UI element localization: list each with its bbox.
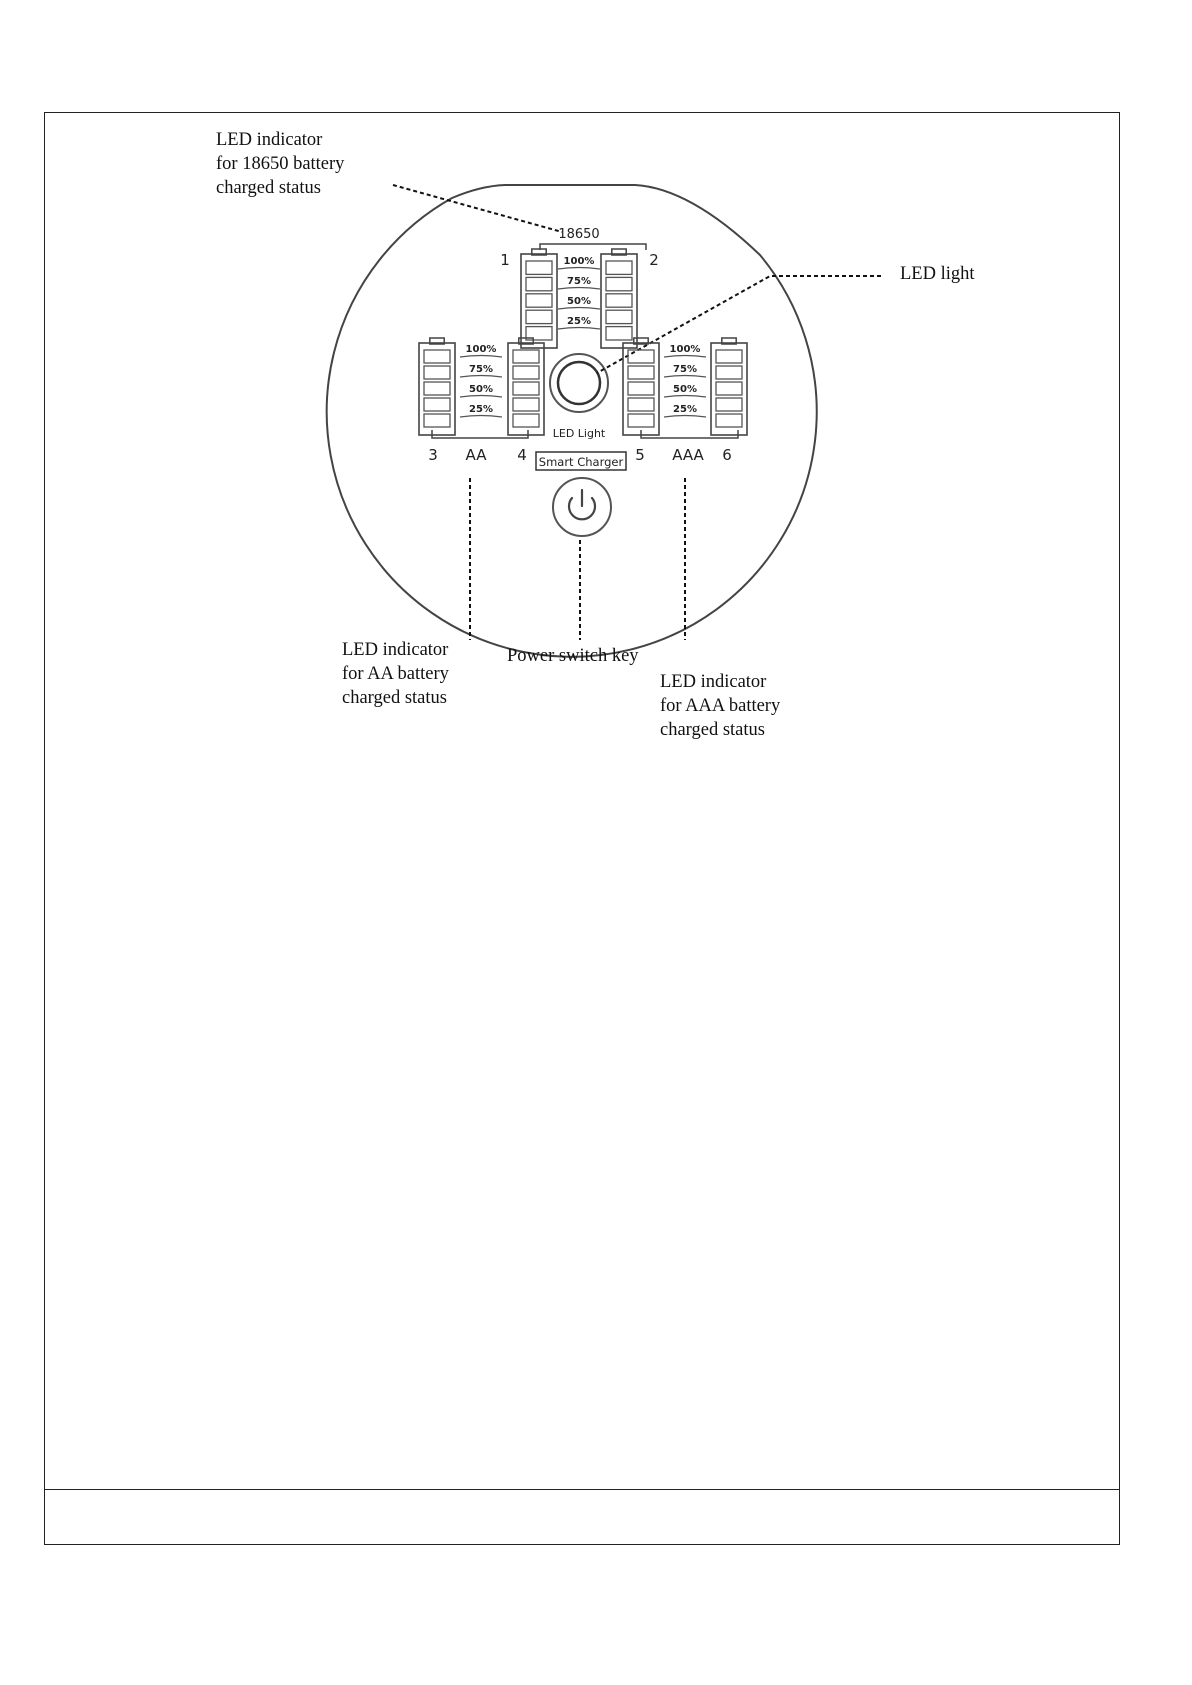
scale-aaa-level-divider	[664, 416, 706, 418]
battery-indicator-1	[521, 249, 557, 348]
slot-number-4: 4	[517, 446, 527, 464]
scale-aa-level-divider	[460, 376, 502, 378]
battery-cell	[606, 327, 632, 340]
battery-cell	[513, 366, 539, 379]
callout-led-light: LED light	[900, 264, 975, 284]
scale-18650-level-label: 25%	[567, 316, 591, 327]
scale-aa-level-label: 75%	[469, 364, 493, 375]
scale-aa-level-label: 50%	[469, 384, 493, 395]
power-switch-key[interactable]	[553, 478, 611, 536]
scale-aa-level-divider	[460, 356, 502, 358]
scale-18650-level-label: 100%	[563, 256, 595, 267]
scale-aaa-level-divider	[664, 396, 706, 398]
led-light-label: LED Light	[552, 427, 606, 440]
scale-aaa-level-label: 25%	[673, 404, 697, 415]
scale-aa-level-label: 100%	[465, 344, 497, 355]
battery-cell	[424, 350, 450, 363]
battery-cell	[526, 261, 552, 274]
battery-cell	[716, 366, 742, 379]
battery-cell	[628, 382, 654, 395]
callout-led-18650: LED indicator for 18650 battery charged status	[216, 130, 345, 198]
group-label-aa: AA	[465, 446, 487, 464]
scale-aa-level-divider	[460, 416, 502, 418]
battery-cell	[628, 366, 654, 379]
battery-cell	[513, 398, 539, 411]
leader-18650	[393, 185, 562, 232]
group-label-aaa: AAA	[672, 446, 704, 464]
led-light-lens	[558, 362, 600, 404]
group-label-18650: 18650	[558, 227, 600, 242]
battery-cell	[513, 350, 539, 363]
scale-aa-level-label: 25%	[469, 404, 493, 415]
brand-label: Smart Charger	[538, 455, 624, 469]
slot-number-2: 2	[649, 251, 659, 269]
scale-18650-level-divider	[558, 288, 600, 290]
battery-cell	[628, 414, 654, 427]
battery-cell	[606, 310, 632, 323]
battery-cell	[606, 261, 632, 274]
battery-cell	[424, 366, 450, 379]
battery-cell	[628, 350, 654, 363]
battery-cell	[424, 382, 450, 395]
battery-cell	[526, 310, 552, 323]
leader-led-light	[597, 276, 881, 373]
battery-cell	[526, 294, 552, 307]
slot-number-6: 6	[722, 446, 732, 464]
callout-power-key: Power switch key	[507, 646, 639, 666]
scale-aaa-level-divider	[664, 376, 706, 378]
bracket-aa	[432, 430, 528, 438]
slot-number-1: 1	[500, 251, 510, 269]
battery-cell	[716, 414, 742, 427]
scale-18650-level-divider	[558, 268, 600, 270]
battery-cell	[628, 398, 654, 411]
battery-indicator-5	[623, 338, 659, 435]
callout-led-aa: LED indicator for AA battery charged status	[342, 640, 449, 708]
battery-indicator-6	[711, 338, 747, 435]
battery-indicator-4	[508, 338, 544, 435]
battery-cell	[424, 414, 450, 427]
battery-cell	[606, 294, 632, 307]
battery-cell	[716, 350, 742, 363]
battery-indicator-2	[601, 249, 637, 348]
scale-18650-level-divider	[558, 328, 600, 330]
battery-cell	[424, 398, 450, 411]
scale-aaa-level-label: 100%	[669, 344, 701, 355]
battery-cell	[526, 277, 552, 290]
power-icon	[569, 490, 595, 519]
scale-aaa-level-divider	[664, 356, 706, 358]
scale-aa-level-divider	[460, 396, 502, 398]
scale-18650-level-label: 75%	[567, 276, 591, 287]
battery-indicator-3	[419, 338, 455, 435]
battery-cell	[513, 414, 539, 427]
slot-number-3: 3	[428, 446, 438, 464]
battery-cell	[513, 382, 539, 395]
scale-18650-level-divider	[558, 308, 600, 310]
callout-led-aaa: LED indicator for AAA battery charged status	[660, 672, 781, 740]
battery-cell	[716, 398, 742, 411]
scale-18650-level-label: 50%	[567, 296, 591, 307]
slot-number-5: 5	[635, 446, 645, 464]
scale-aaa-level-label: 50%	[673, 384, 697, 395]
bracket-aaa	[641, 430, 738, 438]
battery-cell	[606, 277, 632, 290]
scale-aaa-level-label: 75%	[673, 364, 697, 375]
bracket-18650	[540, 244, 646, 250]
battery-cell	[716, 382, 742, 395]
